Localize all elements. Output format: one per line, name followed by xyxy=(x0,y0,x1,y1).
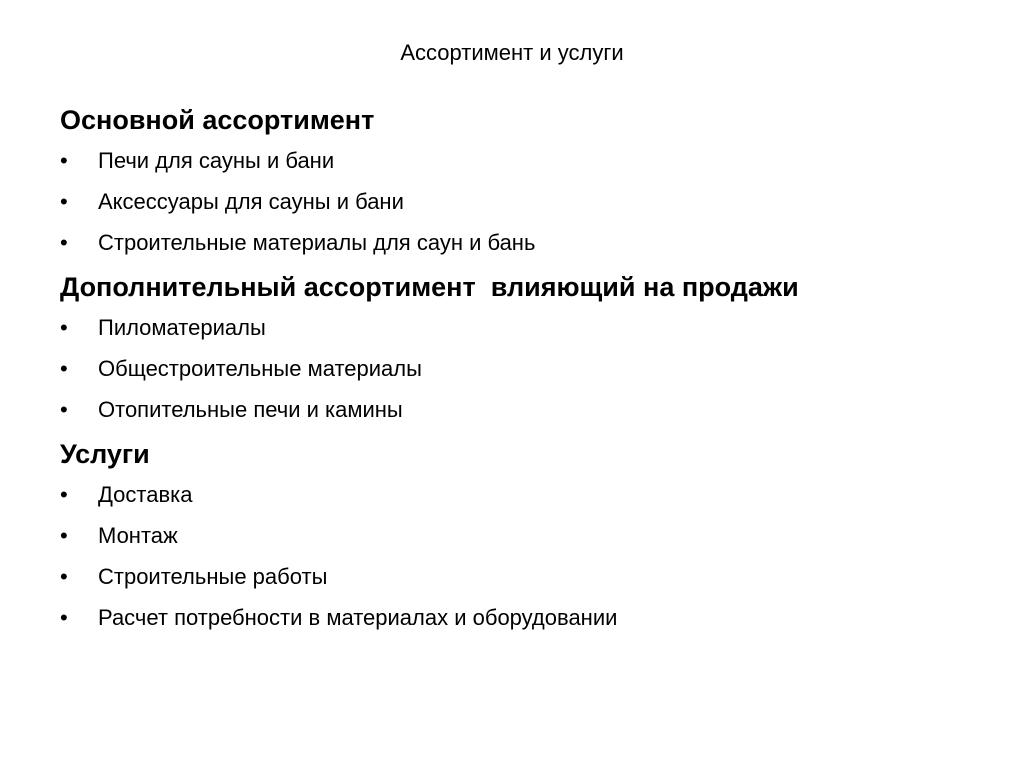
bullet-list xyxy=(60,474,990,638)
section-additional-assortment xyxy=(60,267,990,430)
list-item-text: Строительные материалы для саун и бань xyxy=(98,230,536,255)
list-item-text: Доставка xyxy=(98,482,193,507)
section-heading: Услуги xyxy=(60,439,150,469)
list-item xyxy=(60,181,990,222)
bullet-icon: • xyxy=(60,397,68,422)
list-item-text: Аксессуары для сауны и бани xyxy=(98,189,404,214)
bullet-icon: • xyxy=(60,605,68,630)
list-item xyxy=(60,474,990,515)
bullet-icon: • xyxy=(60,356,68,381)
list-item-text: Общестроительные материалы xyxy=(98,356,422,381)
list-item xyxy=(60,515,990,556)
bullet-icon: • xyxy=(60,564,68,589)
list-item-text: Строительные работы xyxy=(98,564,328,589)
bullet-icon: • xyxy=(60,315,68,340)
list-item xyxy=(60,348,990,389)
bullet-icon: • xyxy=(60,230,68,255)
list-item xyxy=(60,140,990,181)
slide-content xyxy=(60,100,990,638)
list-item xyxy=(60,597,990,638)
list-item-text: Пиломатериалы xyxy=(98,315,266,340)
section-main-assortment xyxy=(60,100,990,263)
list-item-text: Монтаж xyxy=(98,523,178,548)
bullet-list xyxy=(60,140,990,263)
list-item-text: Расчет потребности в материалах и оборудовании xyxy=(98,605,618,630)
slide-title: Ассортимент и услуги xyxy=(400,40,624,65)
bullet-icon: • xyxy=(60,148,68,173)
section-heading: Основной ассортимент xyxy=(60,105,375,135)
list-item xyxy=(60,307,990,348)
list-item-text: Печи для сауны и бани xyxy=(98,148,335,173)
bullet-icon: • xyxy=(60,189,68,214)
list-item xyxy=(60,222,990,263)
section-heading: Дополнительный ассортимент влияющий на продажи xyxy=(60,272,799,302)
section-services xyxy=(60,434,990,638)
list-item xyxy=(60,556,990,597)
list-item xyxy=(60,389,990,430)
list-item-text: Отопительные печи и камины xyxy=(98,397,403,422)
bullet-list xyxy=(60,307,990,430)
bullet-icon: • xyxy=(60,482,68,507)
bullet-icon: • xyxy=(60,523,68,548)
